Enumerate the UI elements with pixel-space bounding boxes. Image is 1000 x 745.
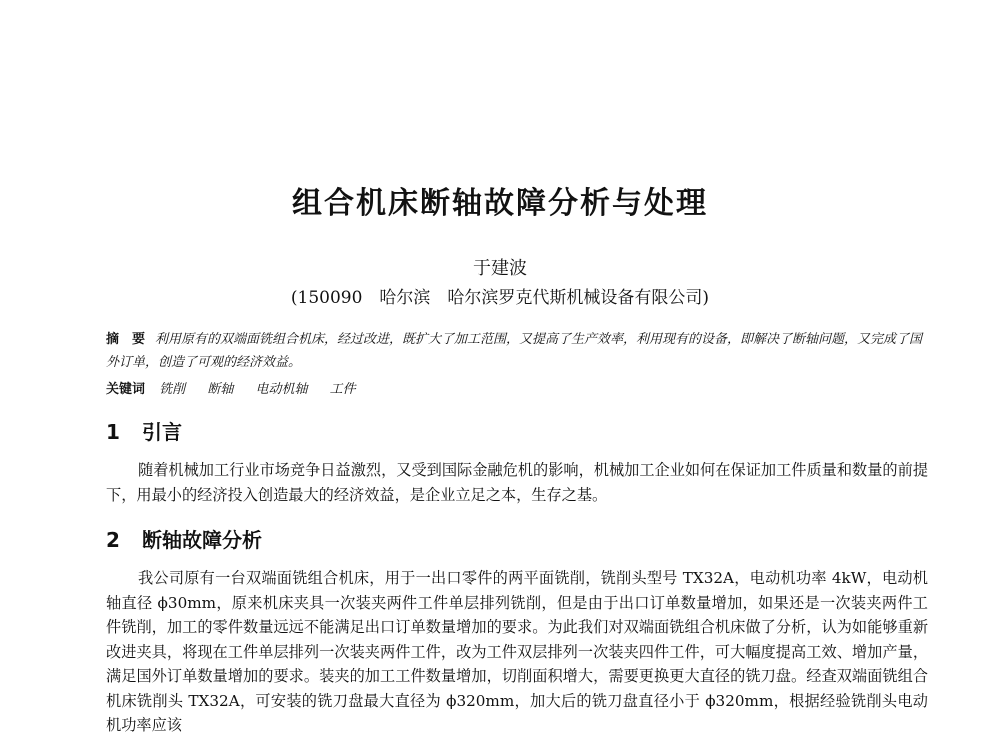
keyword-item: 断轴 [207, 382, 234, 397]
section-paragraph: 随着机械加工行业市场竞争日益激烈，又受到国际金融危机的影响，机械加工企业如何在保证加工件质量和数量的前提下，用最小的经济投入创造最大的经济效益，是企业立足之本，生存之基。 [106, 461, 928, 504]
abstract-label: 摘 要 [106, 332, 146, 347]
paper-title: 组合机床断轴故障分析与处理 [292, 186, 708, 221]
author-affiliation: (150090 哈尔滨 哈尔滨罗克代斯机械设备有限公司) [290, 288, 710, 308]
keyword-item: 铣削 [159, 382, 186, 397]
keywords-label: 关键词 [106, 382, 146, 397]
section-paragraph: 我公司原有一台双端面铣组合机床，用于一出口零件的两平面铣削，铣削头型号 TX32A，电动机功率 4kW，电动机轴直径 ϕ30mm，原来机床夹具一次装夹两件工件单层排列铣削，但是由于出口订单数量增加，如果还是一次装夹两件工件铣削，加工的零件数量远远不能满足出口订单数量增加的要求。为此我们对双端面铣组合机床做了分析，认为如能够重新改进夹具，将现在工件单层排列一次装夹两件工件，改为工件双层排列一次装夹四件工件，可大幅度提高工效、增加产量，满足国外订单数量增加的要求。装夹的加工工件数量增加，切削面积增大，需要更换更大直径的铣刀盘。经查双端面铣组合机床铣削头 TX32A，可安装的铣刀盘最大直径为 ϕ320mm，加大后的铣刀盘直径小于 ϕ320mm，根据经验铣削头电动机功率应该 [106, 569, 928, 734]
keyword-item: 工件 [329, 382, 356, 397]
section-title: 引言 [142, 420, 182, 444]
keywords [106, 378, 374, 397]
keyword-item: 电动机轴 [255, 382, 308, 397]
author-name: 于建波 [473, 258, 527, 279]
section-title: 断轴故障分析 [142, 528, 262, 552]
section-heading [106, 524, 262, 553]
section-number: 2 [106, 528, 120, 552]
abstract-text: 利用原有的双端面铣组合机床，经过改进，既扩大了加工范围，又提高了生产效率，利用现有的设备，即解决了断轴问题，又完成了国外订单，创造了可观的经济效益。 [106, 332, 923, 370]
section-heading [106, 416, 182, 445]
section-number: 1 [106, 420, 120, 444]
abstract [106, 328, 926, 374]
